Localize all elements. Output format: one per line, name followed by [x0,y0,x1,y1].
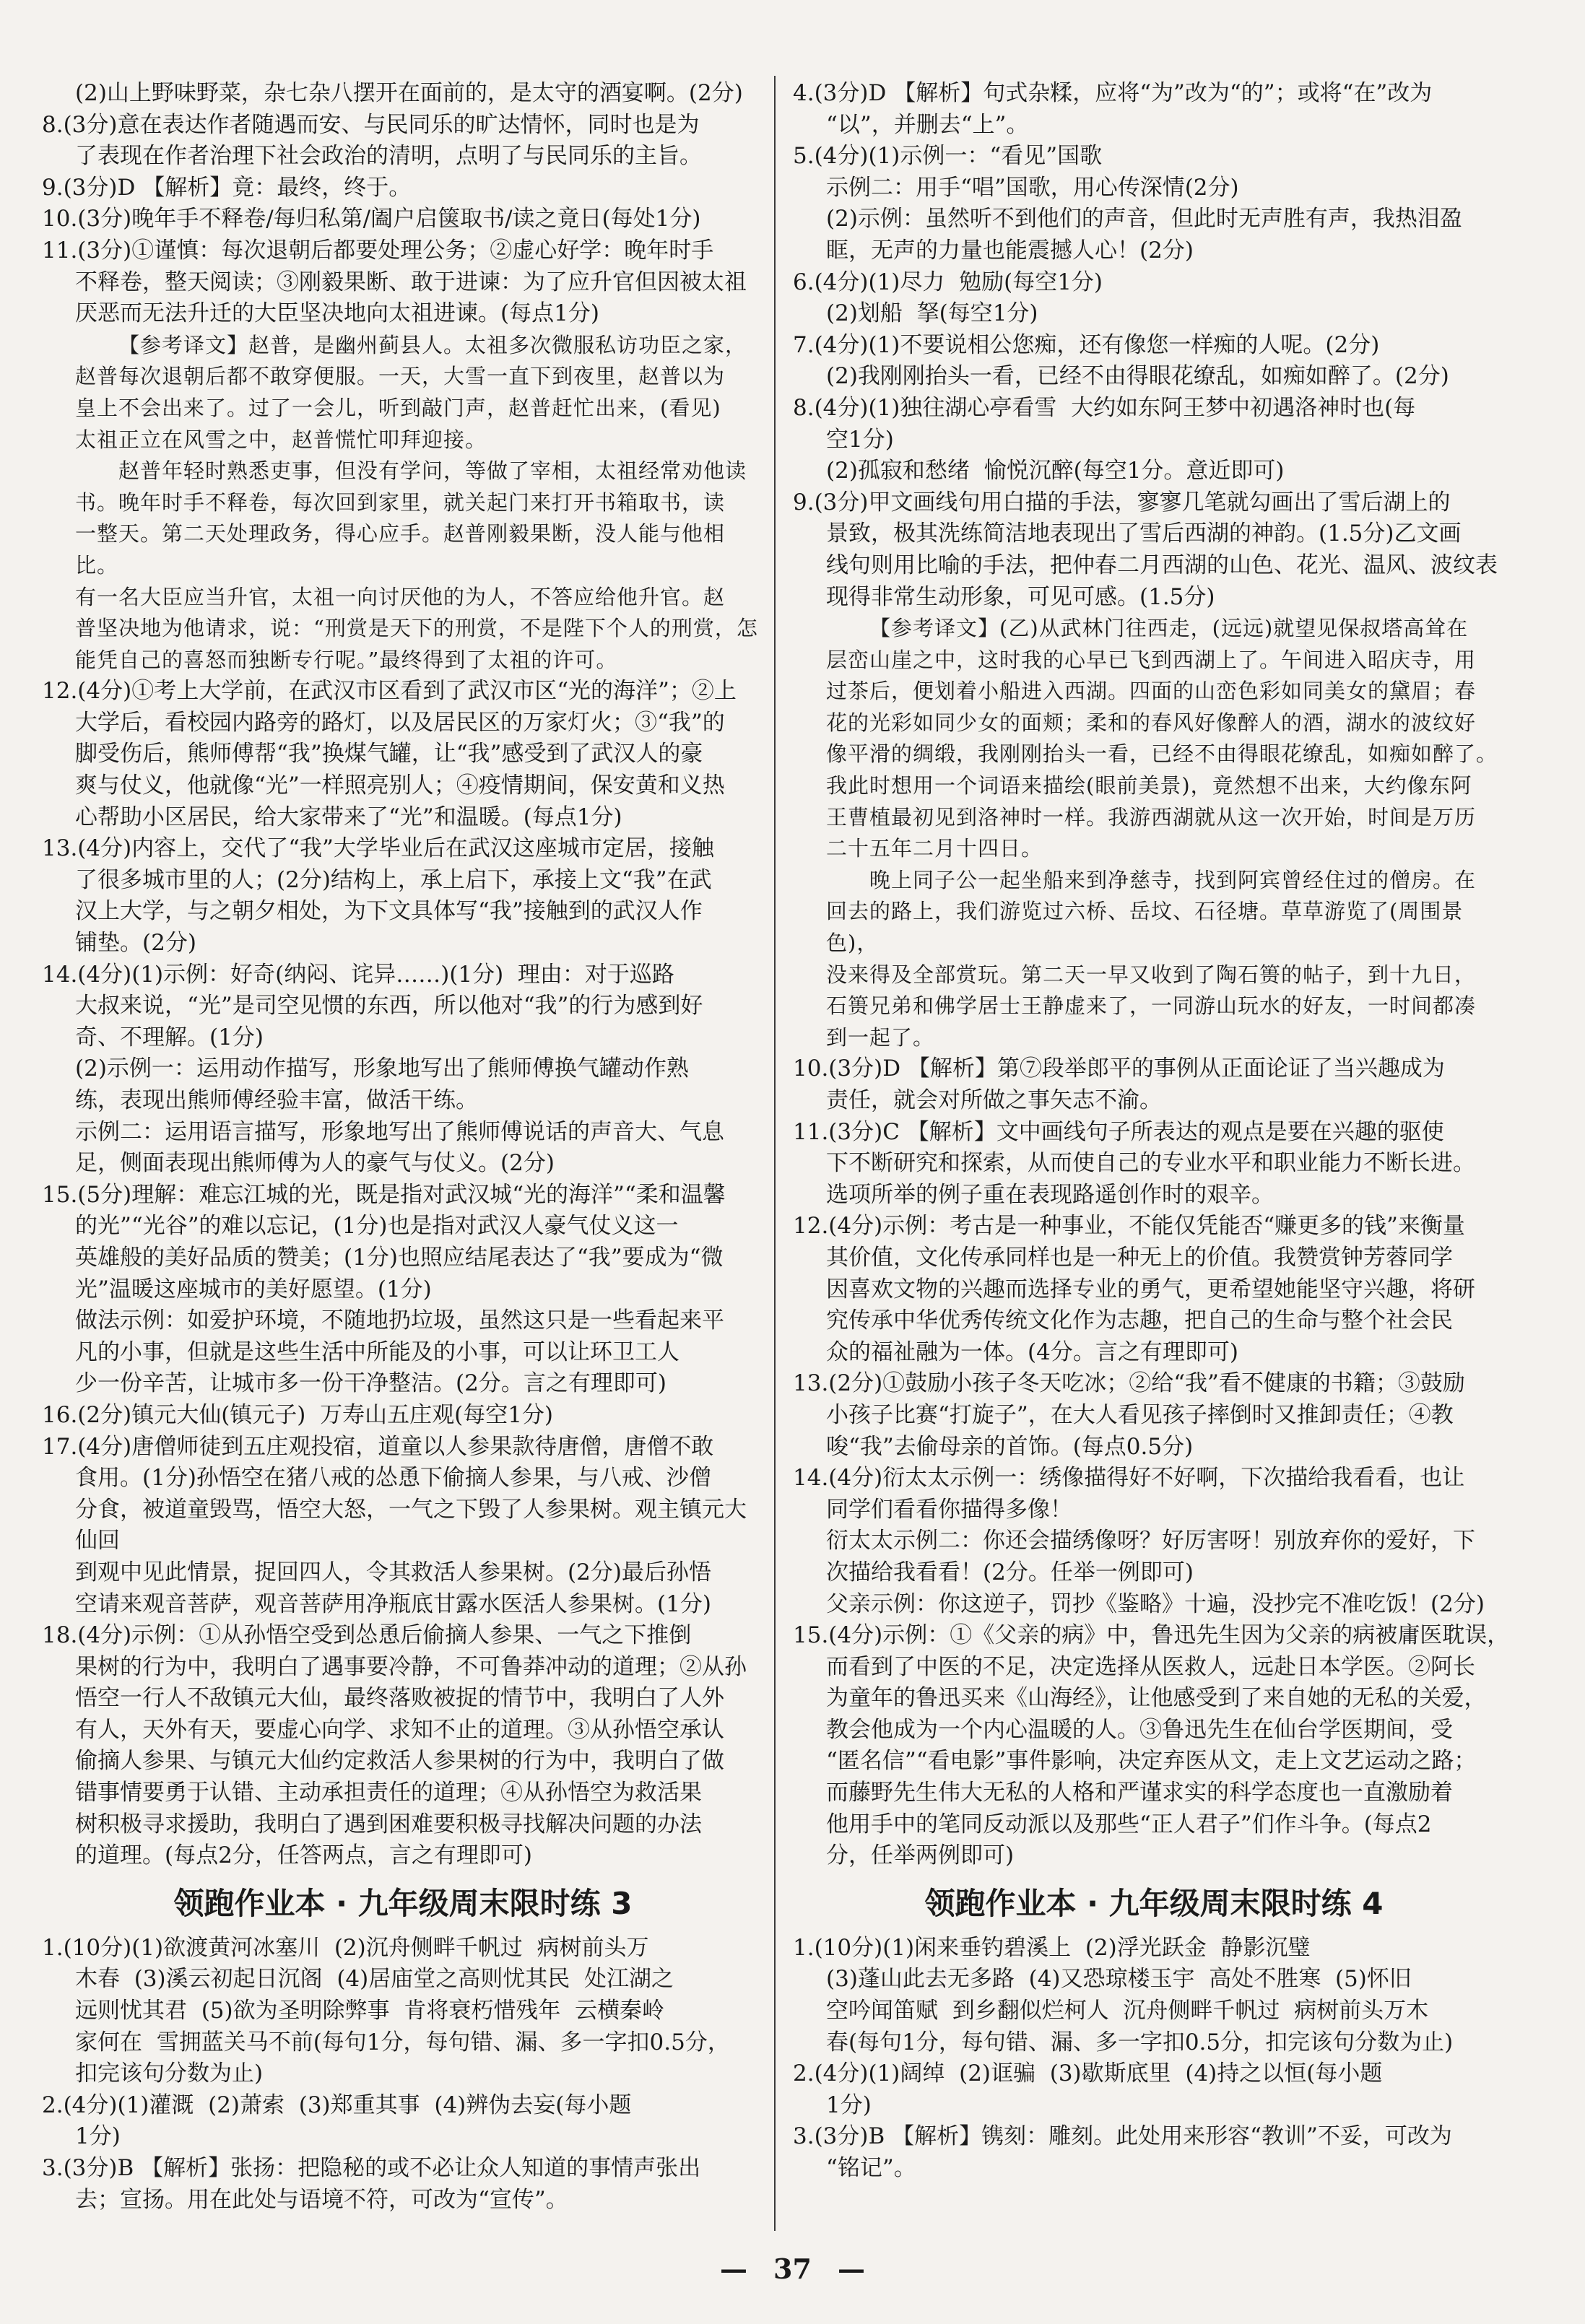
answer-line: “以”，并删去“上”。 [826,111,1029,138]
left-answers-top [42,78,764,1872]
answer-line: 一整天。第二天处理政务，得心应手。赵普刚毅果断，没人能与他相比。 [75,521,726,578]
answer-line: 因喜欢文物的兴趣而选择专业的勇气，更希望她能坚守兴趣，将研 [826,1276,1475,1302]
answer-line: 皇上不会出来了。过了一会儿，听到敲门声，赵普赶忙出来，(看见) [75,395,721,420]
answer-line: 果树的行为中，我明白了遇事要冷静，不可鲁莽冲动的道理；②从孙 [75,1653,747,1680]
answer-line: 我此时想用一个词语来描绘(眼前美景)，竟然想不出来，大约像东阿 [826,773,1472,798]
answer-line: 8.(3分)意在表达作者随遇而安、与民同乐的旷达情怀，同时也是为 [42,111,700,138]
answer-line: 家何在 雪拥蓝关马不前(每句1分，每句错、漏、多一字扣0.5分， [75,2029,730,2055]
answer-line: 做法示例：如爱护环境，不随地扔垃圾，虽然这只是一些看起来平 [75,1307,724,1334]
answer-line: 次描给我看看！(2分。任举一例即可) [826,1559,1194,1585]
answer-line: 15.(4分)示例：①《父亲的病》中，鲁迅先生因为父亲的病被庸医耽误， [793,1622,1510,1649]
answer-line: 错事情要勇于认错、主动承担责任的道理；④从孙悟空为救活果 [75,1780,702,1806]
answer-line: 花的光彩如同少女的面颊；柔和的春风好像醉人的酒，湖水的波纹好 [826,710,1477,735]
answer-line: 【参考译文】(乙)从武林门往西走，(远远)就望见保叔塔高耸在 [869,616,1469,641]
answer-line: 的光”“光谷”的难以忘记，(1分)也是指对武汉人豪气仗义这一 [75,1213,679,1240]
answer-line: 练，表现出熊师傅经验丰富，做活干练。 [75,1087,478,1113]
answer-line: 线句则用比喻的手法，把仲春二月西湖的山色、花光、温风、波纹表 [826,552,1498,578]
answer-line: 了很多城市里的人；(2分)结构上，承上启下，承接上文“我”在武 [75,866,712,893]
answer-line: 小孩子比赛“打旋子”，在大人看见孩子摔倒时又推卸责任；④教 [826,1401,1454,1428]
answer-line: (2)划船 拏(每空1分) [826,300,1038,327]
answer-line: 1.(10分)(1)欲渡黄河冰塞川 (2)沉舟侧畔千帆过 病树前头万 [42,1934,649,1961]
answer-line: 王曹植最初见到洛神时一样。我游西湖就从这一次开始，时间是万历 [826,804,1477,830]
answer-line: 他用手中的笔同反动派以及那些“正人君子”们作斗争。(每点2 [826,1811,1432,1837]
answer-line: 赵普每次退朝后都不敢穿便服。一天，大雪一直下到夜里，赵普以为 [75,364,726,389]
answer-line: 到观中见此情景，捉回四人，令其救活人参果树。(2分)最后孙悟 [75,1559,711,1585]
right-answers-bottom [793,1933,1515,2185]
answer-line: 光”温暖这座城市的美好愿望。(1分) [75,1276,432,1302]
answer-line: 分，任举两例即可) [826,1842,1015,1869]
answer-line: 7.(4分)(1)不要说相公您痴，还有像您一样痴的人呢。(2分) [793,331,1380,358]
answer-line: 石篑兄弟和佛学居士王静虚来了，一同游山玩水的好友，一时间都凑 [826,993,1477,1019]
answer-line: 父亲示例：你这逆子，罚抄《鉴略》十遍，没抄完不准吃饭！(2分) [826,1590,1485,1617]
answer-line: 3.(3分)B 【解析】镌刻：雕刻。此处用来形容“教训”不妥，可改为 [793,2123,1452,2150]
answer-line: 衍太太示例二：你还会描绣像呀？好厉害呀！别放弃你的爱好，下 [826,1528,1475,1554]
answer-line: 12.(4分)①考上大学前，在武汉市区看到了武汉市区“光的海洋”；②上 [42,678,737,705]
answer-line: 15.(5分)理解：难忘江城的光，既是指对武汉城“光的海洋”“柔和温馨 [42,1181,726,1208]
answer-line: 赵普年轻时熟悉吏事，但没有学问，等做了宰相，太祖经常劝他读 [118,458,747,484]
answer-line: (2)山上野味野菜，杂七杂八摆开在面前的，是太守的酒宴啊。(2分) [75,80,743,106]
answer-line: 教会他成为一个内心温暖的人。③鲁迅先生在仙台学医期间，受 [826,1716,1453,1743]
answer-line: 11.(3分)C 【解析】文中画线句子所表达的观点是要在兴趣的驱使 [793,1118,1444,1145]
answer-line: 凡的小事，但就是这些生活中所能及的小事，可以让环卫工人 [75,1339,679,1365]
answer-line: 扣完该句分数为止) [75,2060,264,2087]
answer-line: (2)示例一：运用动作描写，形象地写出了熊师傅换气罐动作熟 [75,1056,689,1082]
answer-line: 【参考译文】赵普，是幽州蓟县人。太祖多次微服私访功臣之家， [118,332,747,357]
answer-line: 有人，天外有天，要虚心向学、求知不止的道理。③从孙悟空承认 [75,1716,724,1743]
answer-line: 心帮助小区居民，给大家带来了“光”和温暖。(每点1分) [75,804,622,830]
answer-line: 晚上同子公一起坐船来到净慈寺，找到阿宾曾经住过的僧房。在 [869,867,1477,892]
answer-line: 大学后，看校园内路旁的路灯，以及居民区的万家灯火；③“我”的 [75,709,725,736]
answer-line: 的道理。(每点2分，任答两点，言之有理即可) [75,1842,532,1869]
answer-line: 食用。(1分)孙悟空在猪八戒的怂恿下偷摘人参果，与八戒、沙僧 [75,1465,711,1492]
answer-line: 过茶后，便划着小船进入西湖。四面的山峦色彩如同美女的黛眉；春 [826,679,1477,704]
answer-line: “匿名信”“看电影”事件影响，决定弃医从文，走上文艺运动之路； [826,1748,1477,1775]
answer-line: 书。晚年时手不释卷，每次回到家里，就关起门来打开书箱取书，读 [75,489,726,515]
answer-line: 悟空一行人不敌镇元大仙，最终落败被捉的情节中，我明白了人外 [75,1685,724,1712]
answer-line: (2)孤寂和愁绪 愉悦沉醉(每空1分。意近即可) [826,458,1285,484]
answer-line: 足，侧面表现出熊师傅为人的豪气与仗义。(2分) [75,1150,555,1177]
answer-line: 18.(4分)示例：①从孙悟空受到怂恿后偷摘人参果、一气之下推倒 [42,1622,692,1649]
answer-line: 去；宣扬。用在此处与语境不符，可改为“宣传”。 [75,2186,568,2213]
answer-line: 有一名大臣应当升官，太祖一向讨厌他的为人，不答应给他升官。赵 [75,584,726,609]
answer-line: 2.(4分)(1)阔绰 (2)诓骗 (3)歇斯底里 (4)持之以恒(每小题 [793,2060,1383,2087]
answer-line: 示例二：用手“唱”国歌，用心传深情(2分) [826,174,1239,201]
answer-line: 16.(2分)镇元大仙(镇元子) 万寿山五庄观(每空1分) [42,1401,554,1428]
answer-line: 木春 (3)溪云初起日沉阁 (4)居庙堂之高则忧其民 处江湖之 [75,1966,674,1993]
answer-line: 到一起了。 [826,1024,935,1050]
answer-line: 层峦山崖之中，这时我的心早已飞到西湖上了。午间进入昭庆寺，用 [826,647,1477,672]
answer-line: 现得非常生动形象，可见可感。(1.5分) [826,583,1215,610]
answer-line: 14.(4分)衍太太示例一：绣像描得好不好啊，下次描给我看看，也让 [793,1465,1465,1492]
answer-line: 爽与仗义，他就像“光”一样照亮别人；④疫情期间，保安黄和义热 [75,773,725,799]
answer-line: 究传承中华优秀传统文化作为志趣，把自己的生命与整个社会民 [826,1307,1453,1334]
answer-line: 8.(4分)(1)独往湖心亭看雪 大约如东阿王梦中初遇洛神时也(每 [793,394,1416,421]
answer-line: 6.(4分)(1)尽力 勉励(每空1分) [793,269,1103,295]
answer-line: 春(每句1分，每句错、漏、多一字扣0.5分，扣完该句分数为止) [826,2029,1454,2055]
answer-line: 5.(4分)(1)示例一：“看见”国歌 [793,143,1103,170]
answer-line: 树积极寻求援助，我明白了遇到困难要积极寻找解决问题的办法 [75,1811,702,1837]
answer-line: 厌恶而无法升迁的大臣坚决地向太祖进谏。(每点1分) [75,300,599,327]
answer-line: 偷摘人参果、与镇元大仙约定救活人参果树的行为中，我明白了做 [75,1748,724,1775]
answer-line: 了表现在作者治理下社会政治的清明，点明了与民同乐的主旨。 [75,143,702,170]
right-column [793,78,1515,2185]
answer-line: 奇、不理解。(1分) [75,1024,264,1050]
answer-line: 众的福祉融为一体。(4分。言之有理即可) [826,1339,1238,1365]
answer-line: 景致，极其洗练简洁地表现出了雪后西湖的神韵。(1.5分)乙文画 [826,521,1462,547]
answer-line: 普坚决地为他请求，说：“刑赏是天下的刑赏，不是陛下个人的刑赏，怎 [75,616,758,641]
answer-line: 能凭自己的喜怒而独断专行呢。”最终得到了太祖的许可。 [75,647,618,672]
page-number-value: 37 [773,2253,812,2285]
answer-line: 3.(3分)B 【解析】张扬：把隐秘的或不必让众人知道的事情声张出 [42,2155,701,2181]
page-number [0,2253,1585,2285]
answer-line: 英雄般的美好品质的赞美；(1分)也照应结尾表达了“我”要成为“微 [75,1244,724,1271]
right-answers-top [793,78,1515,1872]
answer-line: 少一份辛苦，让城市多一份干净整洁。(2分。言之有理即可) [75,1370,666,1397]
answer-line: 11.(3分)①谨慎：每次退朝后都要处理公务；②虚心好学：晚年时手 [42,237,714,264]
answer-line: 像平滑的绸缎，我刚刚抬头一看，已经不由得眼花缭乱，如痴如醉了。 [826,741,1498,767]
answer-line: 眶，无声的力量也能震撼人心！(2分) [826,237,1194,264]
answer-line: (2)示例：虽然听不到他们的声音，但此时无声胜有声，我热泪盈 [826,206,1462,232]
answer-line: 为童年的鲁迅买来《山海经》，让他感受到了来自她的无私的关爱， [826,1685,1487,1712]
answer-line: 10.(3分)晚年手不释卷/每归私第/阖户启箧取书/读之竟日(每处1分) [42,206,701,232]
answer-line: 17.(4分)唐僧师徒到五庄观投宿，道童以人参果款待唐僧，唐僧不敢 [42,1433,714,1460]
answer-line: 14.(4分)(1)示例：好奇(纳闷、诧异……)(1分) 理由：对于巡路 [42,961,674,988]
answer-line: 而看到了中医的不足，决定选择从医救人，远赴日本学医。②阿长 [826,1653,1475,1680]
answer-line: 脚受伤后，熊师傅帮“我”换煤气罐，让“我”感受到了武汉人的豪 [75,741,703,767]
answer-line: 1分) [75,2123,121,2150]
answer-line: 示例二：运用语言描写，形象地写出了熊师傅说话的声音大、气息 [75,1118,724,1145]
page-dash-left: — [720,2253,748,2285]
answer-line: 回去的路上，我们游览过六桥、岳坟、石径塘。草草游览了(周围景色)， [826,899,1464,956]
answer-line: 9.(3分)D 【解析】竟：最终，终于。 [42,174,412,201]
answer-line: 13.(4分)内容上，交代了“我”大学毕业后在武汉这座城市定居，接触 [42,835,714,862]
answer-line: 下不断研究和探索，从而使自己的专业水平和职业能力不断长进。 [826,1150,1475,1177]
answer-line: 远则忧其君 (5)欲为圣明除弊事 肯将衰朽惜残年 云横秦岭 [75,1998,665,2024]
answer-line: 责任，就会对所做之事矢志不渝。 [826,1087,1162,1113]
column-divider [774,76,776,2231]
answer-line: 4.(3分)D 【解析】句式杂糅，应将“为”改为“的”；或将“在”改为 [793,80,1433,106]
answer-line: 唆“我”去偷母亲的首饰。(每点0.5分) [826,1433,1194,1460]
answer-line: 太祖正立在风雪之中，赵普慌忙叩拜迎接。 [75,427,487,452]
page-dash-right: — [837,2253,865,2285]
answer-line: 不释卷，整天阅读；③刚毅果断、敢于进谏：为了应升官但因被太祖 [75,269,747,295]
answer-line: 分食，被道童毁骂，悟空大怒，一气之下毁了人参果树。观主镇元大仙回 [75,1496,747,1554]
answer-line: 选项所举的例子重在表现路遥创作时的艰辛。 [826,1181,1274,1208]
section-title-4: 领跑作业本 · 九年级周末限时练 4 [924,1885,1384,1921]
left-answers-bottom [42,1933,764,2216]
answer-line: 而藤野先生伟大无私的人格和严谨求实的科学态度也一直激励着 [826,1780,1453,1806]
answer-line: 汉上大学，与之朝夕相处，为下文具体写“我”接触到的武汉人作 [75,898,703,925]
answer-line: (3)蓬山此去无多路 (4)又恐琼楼玉宇 高处不胜寒 (5)怀旧 [826,1966,1412,1993]
answer-line: 1.(10分)(1)闲来垂钓碧溪上 (2)浮光跃金 静影沉璧 [793,1934,1311,1961]
answer-line: 空吟闻笛赋 到乡翻似烂柯人 沉舟侧畔千帆过 病树前头万木 [826,1998,1429,2024]
answer-line: 10.(3分)D 【解析】第⑦段举郎平的事例从正面论证了当兴趣成为 [793,1056,1445,1082]
answer-line: 13.(2分)①鼓励小孩子冬天吃冰；②给“我”看不健康的书籍；③鼓励 [793,1370,1465,1397]
answer-line: 同学们看看你描得多像！ [826,1496,1072,1523]
answer-line: 二十五年二月十四日。 [826,836,1043,861]
answer-line: 9.(3分)甲文画线句用白描的手法，寥寥几笔就勾画出了雪后湖上的 [793,489,1451,515]
answer-line: 铺垫。(2分) [75,930,196,957]
answer-line: 其价值，文化传承同样也是一种无上的价值。我赞赏钟芳蓉同学 [826,1244,1453,1271]
answer-line: 2.(4分)(1)灌溉 (2)萧索 (3)郑重其事 (4)辨伪去妄(每小题 [42,2092,632,2118]
answer-line: 1分) [826,2092,872,2118]
answer-line: 没来得及全部赏玩。第二天一早又收到了陶石篑的帖子，到十九日， [826,962,1477,987]
answer-line: 空请来观音菩萨，观音菩萨用净瓶底甘露水医活人参果树。(1分) [75,1590,711,1617]
section-title-3: 领跑作业本 · 九年级周末限时练 3 [173,1885,633,1921]
answer-line: “铭记”。 [826,2155,916,2181]
answer-line: 大叔来说，“光”是司空见惯的东西，所以他对“我”的行为感到好 [75,993,703,1019]
answer-line: 空1分) [826,426,894,453]
answer-line: (2)我刚刚抬头一看，已经不由得眼花缭乱，如痴如醉了。(2分) [826,363,1449,390]
left-column [42,78,764,2216]
answer-line: 12.(4分)示例：考古是一种事业，不能仅凭能否“赚更多的钱”来衡量 [793,1213,1465,1240]
